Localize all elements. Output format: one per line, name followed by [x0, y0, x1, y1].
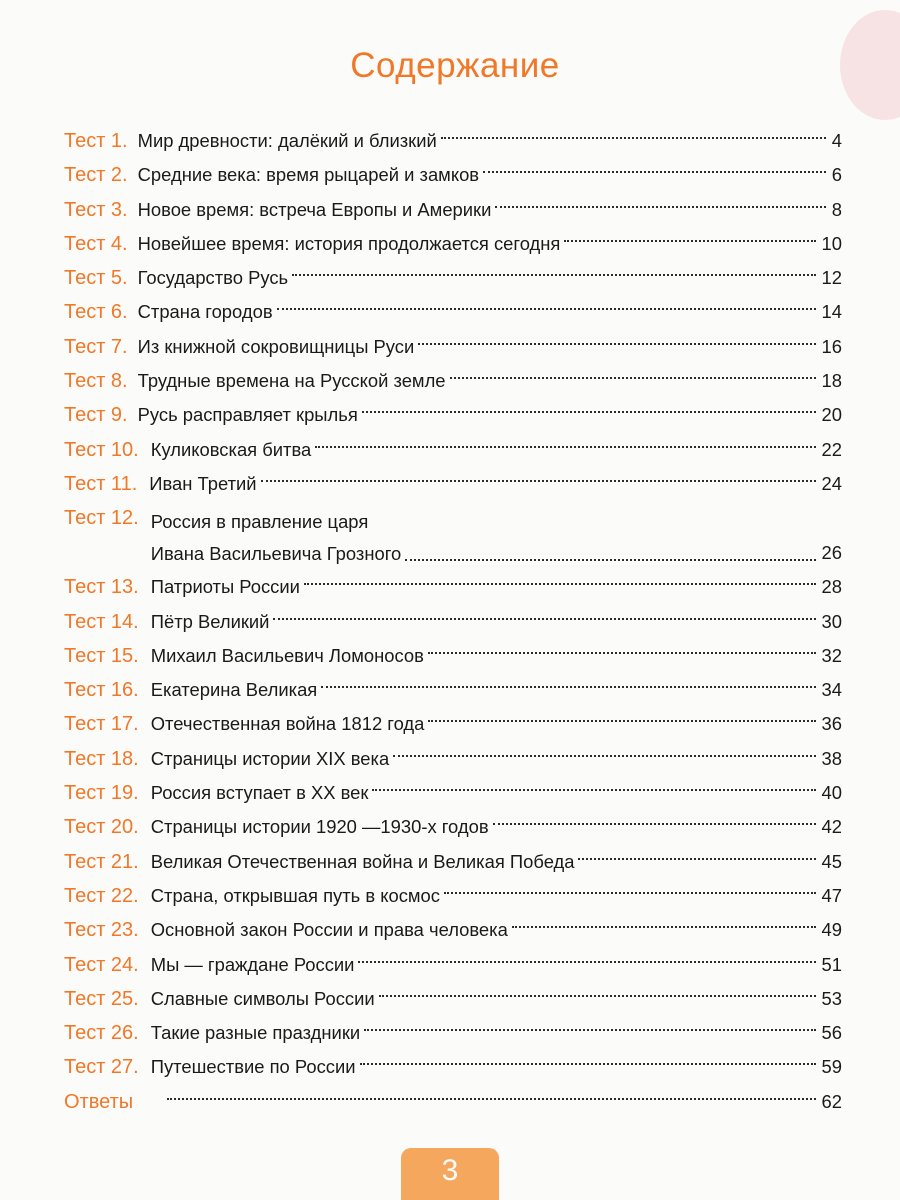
toc-entry-title: Куликовская битва	[150, 438, 312, 460]
dot-leader	[167, 1098, 815, 1100]
toc-entry-title: Новейшее время: история продолжается сегодня	[137, 232, 561, 254]
toc-entry-number: Тест 9.	[64, 404, 128, 427]
toc-entry-page: 10	[821, 232, 842, 254]
toc-entry[interactable]	[64, 707, 842, 741]
toc-entry-number: Тест 1.	[64, 130, 128, 152]
toc-entry-page: 26	[821, 542, 842, 564]
toc-entry-page: 53	[821, 987, 842, 1009]
dot-leader	[362, 411, 816, 413]
toc-entry[interactable]	[64, 1050, 842, 1084]
toc-entry[interactable]	[64, 879, 842, 913]
dot-leader	[493, 823, 816, 825]
toc-entry[interactable]	[64, 433, 842, 467]
dot-leader	[372, 789, 815, 791]
toc-entry-number: Тест 16.	[64, 679, 139, 702]
toc-entry-title: Россия в правление царя	[150, 511, 369, 533]
toc-entry[interactable]	[64, 501, 842, 570]
toc-entry[interactable]	[64, 261, 842, 295]
toc-entry[interactable]	[64, 982, 842, 1016]
toc-entry[interactable]	[64, 776, 842, 810]
toc-entry-title-continued: Ивана Васильевича Грозного	[150, 543, 402, 565]
toc-entry-number: Тест 3.	[64, 198, 128, 221]
toc-entry[interactable]	[64, 295, 842, 329]
toc-entry-page: 12	[821, 267, 842, 289]
dot-leader	[450, 377, 816, 379]
toc-entry[interactable]	[64, 364, 842, 398]
dot-leader	[418, 343, 815, 345]
toc-entry[interactable]	[64, 913, 842, 947]
toc-entry-number: Тест 22.	[64, 884, 139, 907]
toc-entry-title: Русь расправляет крылья	[137, 404, 358, 426]
toc-entry-title: Государство Русь	[137, 267, 289, 289]
toc-entry-page: 38	[821, 747, 842, 769]
dot-leader	[441, 137, 826, 139]
toc-entry[interactable]	[64, 810, 842, 844]
toc-entry[interactable]	[64, 1016, 842, 1050]
toc-entry-title: Страна городов	[137, 301, 273, 323]
toc-entry-title: Екатерина Великая	[150, 679, 318, 701]
toc-entry-title: Иван Третий	[149, 472, 257, 494]
toc-entry[interactable]	[64, 605, 842, 639]
toc-entry-title: Отечественная война 1812 года	[150, 713, 425, 735]
toc-entry-title: Из книжной сокровищницы Руси	[137, 335, 415, 357]
toc-entry[interactable]	[64, 158, 842, 192]
dot-leader	[273, 618, 815, 620]
toc-entry[interactable]	[64, 124, 842, 158]
dot-leader	[360, 1063, 816, 1065]
toc-entry-number: Тест 25.	[64, 987, 139, 1010]
toc-entry-number: Тест 15.	[64, 644, 139, 667]
toc-entry-number: Тест 11.	[64, 472, 138, 495]
toc-entry-title: Основной закон России и права человека	[150, 919, 508, 941]
toc-entry-number: Тест 6.	[64, 301, 128, 324]
dot-leader	[512, 926, 816, 928]
toc-entry-page: 18	[821, 370, 842, 392]
toc-entry-title: Трудные времена на Русской земле	[137, 370, 446, 392]
table-of-contents	[64, 124, 842, 1119]
dot-leader	[304, 583, 816, 585]
dot-leader	[261, 480, 816, 482]
dot-leader	[428, 652, 816, 654]
toc-entry-number: Тест 23.	[64, 919, 139, 942]
toc-entry-title: Страницы истории XIX века	[150, 747, 390, 769]
toc-entry-title: Михаил Васильевич Ломоносов	[150, 644, 424, 666]
toc-entry[interactable]	[64, 330, 842, 364]
dot-leader	[495, 206, 825, 208]
toc-entry-page: 51	[821, 953, 842, 975]
dot-leader	[483, 171, 826, 173]
toc-entry-page: 40	[821, 782, 842, 804]
toc-entry-number: Тест 8.	[64, 370, 128, 393]
dot-leader	[428, 720, 815, 722]
toc-entry-title: Новое время: встреча Европы и Америки	[137, 198, 492, 220]
toc-entry-title: Великая Отечественная война и Великая Победа	[150, 850, 575, 872]
dot-leader	[393, 755, 815, 757]
toc-entry-number: Тест 26.	[64, 1022, 139, 1045]
toc-entry-page: 47	[821, 884, 842, 906]
toc-entry-number: Тест 19.	[64, 782, 139, 805]
toc-entry-title: Такие разные праздники	[150, 1022, 361, 1044]
toc-entry-page: 8	[831, 198, 842, 220]
toc-entry-number: Тест 7.	[64, 335, 128, 358]
toc-entry-title-block	[151, 506, 402, 570]
toc-entry-page: 14	[821, 301, 842, 323]
dot-leader	[321, 686, 815, 688]
toc-entry-page: 56	[821, 1022, 842, 1044]
toc-entry-number: Тест 20.	[64, 816, 139, 839]
toc-entry-number: Тест 13.	[64, 576, 139, 599]
dot-leader	[277, 308, 816, 310]
toc-entry-page: 28	[821, 576, 842, 598]
dot-leader	[292, 274, 815, 276]
toc-entry-title: Пётр Великий	[150, 610, 270, 632]
dot-leader	[444, 892, 816, 894]
toc-entry-title: Страницы истории 1920 —1930-х годов	[150, 816, 489, 838]
toc-entry[interactable]	[64, 193, 842, 227]
toc-entry-answers[interactable]	[64, 1085, 842, 1119]
toc-entry-page: 32	[821, 644, 842, 666]
toc-entry-page: 24	[821, 472, 842, 494]
toc-entry-number: Тест 5.	[64, 267, 128, 290]
toc-entry-title: Патриоты России	[150, 576, 300, 598]
dot-leader	[405, 559, 815, 561]
dot-leader	[315, 446, 815, 448]
dot-leader	[578, 858, 815, 860]
toc-entry[interactable]	[64, 467, 842, 501]
toc-entry[interactable]	[64, 398, 842, 432]
toc-entry-number: Тест 18.	[64, 747, 139, 770]
toc-entry-page: 34	[821, 679, 842, 701]
dot-leader	[564, 240, 815, 242]
toc-entry-page: 59	[821, 1056, 842, 1078]
answers-label: Ответы	[64, 1090, 134, 1113]
toc-entry-title: Страна, открывшая путь в космос	[150, 884, 440, 906]
toc-entry-title: Славные символы России	[150, 987, 375, 1009]
toc-entry-number: Тест 4.	[64, 232, 128, 255]
toc-entry[interactable]	[64, 639, 842, 673]
toc-entry-number: Тест 12.	[64, 507, 139, 530]
toc-entry-page: 4	[831, 130, 842, 151]
toc-entry-page: 22	[821, 438, 842, 460]
toc-entry[interactable]	[64, 227, 842, 261]
dot-leader	[358, 961, 815, 963]
toc-entry-page: 49	[821, 919, 842, 941]
toc-entry-number: Тест 14.	[64, 610, 139, 633]
toc-entry-page: 36	[821, 713, 842, 735]
toc-entry-page: 6	[831, 164, 842, 186]
toc-entry-number: Тест 17.	[64, 713, 139, 736]
page-number: 3	[401, 1148, 499, 1200]
toc-entry[interactable]	[64, 948, 842, 982]
page-title: Содержание	[350, 46, 560, 85]
toc-entry-page: 30	[821, 610, 842, 632]
toc-entry-number: Тест 21.	[64, 850, 139, 873]
answers-page: 62	[821, 1090, 842, 1112]
toc-entry-page: 20	[821, 404, 842, 426]
toc-entry-title: Россия вступает в XX век	[150, 782, 369, 804]
dot-leader	[364, 1029, 815, 1031]
toc-entry-page: 45	[821, 850, 842, 872]
toc-entry-number: Тест 27.	[64, 1056, 139, 1079]
toc-entry-page: 42	[821, 816, 842, 838]
toc-entry[interactable]	[64, 570, 842, 604]
toc-entry-number: Тест 10.	[64, 438, 139, 461]
toc-entry-page: 16	[821, 335, 842, 357]
toc-entry[interactable]	[64, 742, 842, 776]
toc-entry[interactable]	[64, 845, 842, 879]
toc-entry[interactable]	[64, 673, 842, 707]
toc-entry-number: Тест 24.	[64, 953, 139, 976]
toc-entry-title: Средние века: время рыцарей и замков	[137, 164, 480, 186]
toc-entry-title: Путешествие по России	[150, 1056, 356, 1078]
toc-entry-number: Тест 2.	[64, 164, 128, 187]
toc-entry-title: Мы — граждане России	[150, 953, 355, 975]
toc-entry-title: Мир древности: далёкий и близкий	[137, 130, 437, 151]
dot-leader	[379, 995, 816, 997]
